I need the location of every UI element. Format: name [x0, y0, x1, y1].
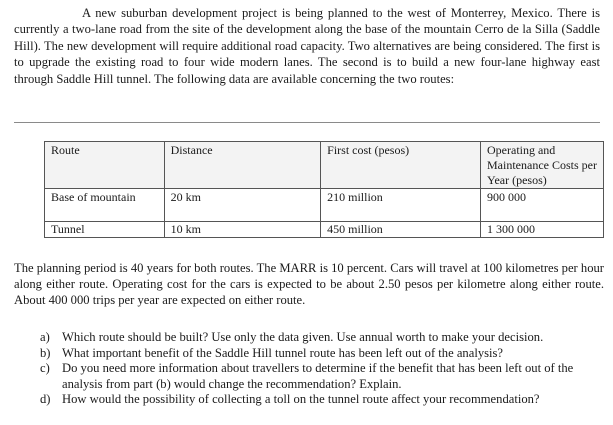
table-row — [45, 189, 604, 222]
planning-paragraph: The planning period is 40 years for both routes. The MARR is 10 percent. Cars will travel at 100 kilometres per hour along either route. Operating cost for the cars is expected to be about 2.50 pesos per kilometre along either route. About 400 000 trips per year are expected on either route. — [14, 261, 604, 307]
question-item — [40, 361, 606, 392]
cell-first-cost: 450 million — [321, 222, 481, 238]
question-text: What important benefit of the Saddle Hill tunnel route has been left out of the analysis? — [62, 345, 504, 360]
question-item — [40, 346, 606, 362]
routes-table — [44, 141, 604, 238]
question-marker: c) — [40, 361, 50, 376]
question-text: Which route should be built? Use only the data given. Use annual worth to make your decision. — [62, 330, 544, 344]
cell-om-cost: 1 300 000 — [481, 222, 604, 238]
question-marker: d) — [40, 392, 51, 407]
question-text: Do you need more information about travellers to determine if the benefit that has been left out of the analysis from part (b) would change the recommendation? Explain. — [62, 361, 574, 391]
question-marker: a) — [40, 330, 50, 344]
header-distance: Distance — [164, 142, 321, 189]
cell-route: Tunnel — [45, 222, 165, 238]
question-text: How would the possibility of collecting a toll on the tunnel route affect your recommendation? — [62, 392, 540, 407]
question-marker: b) — [40, 345, 51, 360]
table-row — [45, 222, 604, 238]
cell-route: Base of mountain — [45, 189, 165, 222]
question-item — [40, 330, 606, 346]
cell-distance: 20 km — [164, 189, 321, 222]
question-list — [40, 330, 606, 408]
header-first-cost: First cost (pesos) — [321, 142, 481, 189]
header-om-cost: Operating and Maintenance Costs per Year (pesos) — [481, 142, 604, 189]
table-header-row — [45, 142, 604, 189]
section-divider — [14, 122, 600, 123]
cell-first-cost: 210 million — [321, 189, 481, 222]
intro-paragraph: A new suburban development project is being planned to the west of Monterrey, Mexico. There is currently a two-lane road from the site of the development along the base of the mountain Cerro de la Silla (Saddle Hill). The new development will require additional road capacity. Two alternatives are being considered. The first is to upgrade the existing road to four wide modern lanes. The second is to build a new four-lane highway east through Saddle Hill tunnel. The following data are available concerning the two routes: — [14, 6, 600, 86]
cell-distance: 10 km — [164, 222, 321, 238]
question-item — [40, 392, 606, 408]
cell-om-cost: 900 000 — [481, 189, 604, 222]
header-route: Route — [45, 142, 165, 189]
